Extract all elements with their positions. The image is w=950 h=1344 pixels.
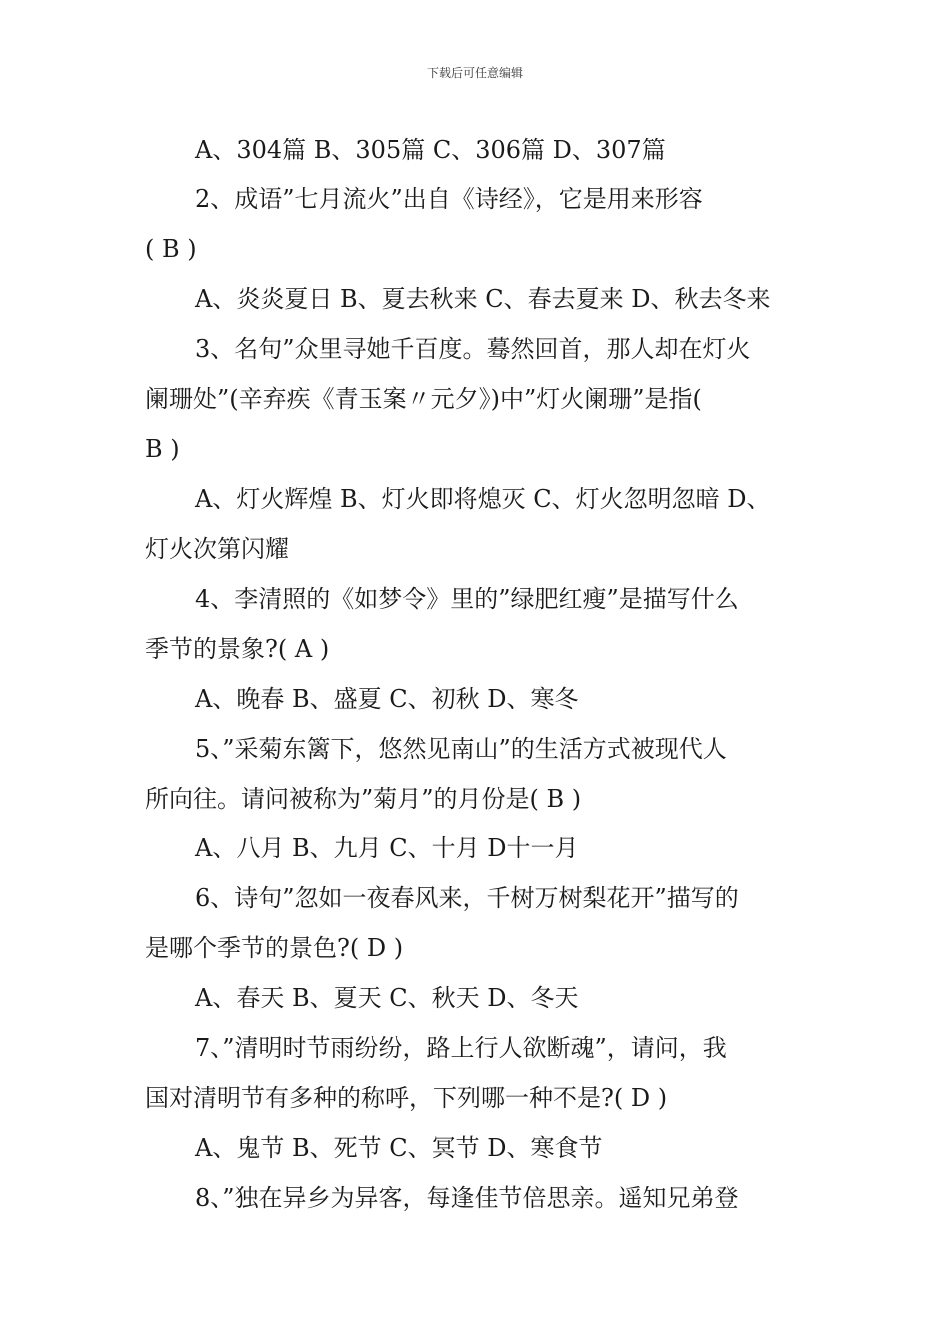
question-8: 8、”独在异乡为异客，每逢佳节倍思亲。遥知兄弟登 [195, 1184, 739, 1212]
answer-options-6: A、春天 B、夏天 C、秋天 D、冬天 [195, 984, 579, 1012]
answer-options-7: A、鬼节 B、死节 C、冥节 D、寒食节 [195, 1134, 603, 1162]
question-4: 4、李清照的《如梦令》里的”绿肥红瘦”是描写什么 [195, 585, 739, 613]
answer-options-5: A、八月 B、九月 C、十月 D十一月 [195, 834, 579, 862]
answer-options-3: A、灯火辉煌 B、灯火即将熄灭 C、灯火忽明忽暗 D、 [195, 485, 771, 513]
question-6-cont: 是哪个季节的景色?( D ) [145, 934, 404, 962]
answer-options-3-cont: 灯火次第闪耀 [145, 535, 289, 563]
page-header: 下载后可任意编辑 [426, 66, 523, 80]
question-7-cont: 国对清明节有多种的称呼，下列哪一种不是?( D ) [145, 1084, 668, 1112]
question-3: 3、名句”众里寻她千百度。蓦然回首，那人却在灯火 [195, 335, 751, 363]
question-3-answer: B ) [145, 435, 180, 463]
question-2: 2、成语”七月流火”出自《诗经》，它是用来形容 [195, 185, 703, 213]
question-7: 7、”清明时节雨纷纷，路上行人欲断魂”，请问，我 [195, 1034, 727, 1062]
question-6: 6、诗句”忽如一夜春风来，千树万树梨花开”描写的 [195, 884, 739, 912]
answer-options-4: A、晚春 B、盛夏 C、初秋 D、寒冬 [195, 685, 579, 713]
question-2-answer: ( B ) [145, 235, 197, 263]
question-5: 5、”采菊东篱下，悠然见南山”的生活方式被现代人 [195, 735, 727, 763]
answer-options-2: A、炎炎夏日 B、夏去秋来 C、春去夏来 D、秋去冬来 [195, 285, 771, 313]
question-5-cont: 所向往。请问被称为”菊月”的月份是( B ) [145, 785, 582, 813]
answer-options-1: A、304篇 B、305篇 C、306篇 D、307篇 [195, 136, 666, 164]
question-3-cont: 阑珊处”(辛弃疾《青玉案〃元夕》)中”灯火阑珊”是指( [145, 385, 702, 413]
question-4-cont: 季节的景象?( A ) [145, 635, 330, 663]
